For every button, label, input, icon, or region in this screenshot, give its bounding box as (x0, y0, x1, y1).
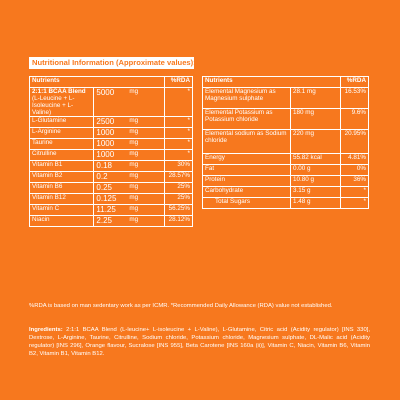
nutrient-rda: 16.53% (341, 88, 369, 109)
value-number: 1000 (96, 128, 115, 137)
table-row (30, 117, 193, 128)
table-row (203, 198, 369, 209)
nutrient-rda: 28.57% (165, 172, 193, 183)
nutrient-value (94, 183, 165, 194)
value-unit: mg (129, 194, 139, 201)
value-number: 2.25 (96, 216, 112, 225)
nutrient-name: Vitamin B1 (30, 161, 94, 172)
nutrient-name: Citrulline (30, 150, 94, 161)
nutrient-name: Elemental sodium as Sodium chloride (203, 130, 291, 154)
nutrient-rda: 28.12% (165, 216, 193, 227)
table-row (203, 176, 369, 187)
nutrient-name: Vitamin B6 (30, 183, 94, 194)
nutrient-name: Niacin (30, 216, 94, 227)
value-number: 0.2 (96, 172, 108, 181)
nutrition-table-right (202, 76, 369, 209)
value-number: 11.25 (96, 205, 116, 214)
nutrient-name: L-Glutamine (30, 117, 94, 128)
table-row (30, 150, 193, 161)
nutrient-name: Taurine (30, 139, 94, 150)
nutrient-value: 1.48 g (291, 198, 341, 209)
value-number: 2500 (96, 117, 115, 126)
nutrient-rda: * (165, 139, 193, 150)
nutrient-value (94, 205, 165, 216)
value-number: 5000 (96, 88, 115, 97)
nutrient-name: Energy (203, 154, 291, 165)
table-row (30, 205, 193, 216)
nutrient-value (94, 150, 165, 161)
table-row (30, 88, 193, 117)
nutrient-rda: * (341, 198, 369, 209)
nutrient-rda: 30% (165, 161, 193, 172)
nutrient-rda: 20.95% (341, 130, 369, 154)
nutrition-heading: Nutritional Information (Approximate values): (29, 57, 194, 69)
table-row (203, 130, 369, 154)
table-row (30, 139, 193, 150)
value-unit: mg (129, 216, 139, 223)
nutrient-name: Vitamin C (30, 205, 94, 216)
nutrient-value (94, 194, 165, 205)
ingredients-section (29, 326, 370, 358)
nutrient-value: 3.15 g (291, 187, 341, 198)
nutrient-value: 55.82 kcal (291, 154, 341, 165)
rda-footnote: %RDA is based on man sedentary work as per ICMR. *Recommended Daily Allowance (RDA) value not established. (29, 303, 333, 309)
table-header-row (30, 77, 193, 88)
value-unit: mg (129, 172, 139, 179)
nutrient-value: 180 mg (291, 109, 341, 130)
nutrient-value (94, 172, 165, 183)
nutrient-value (94, 128, 165, 139)
value-number: 0.125 (96, 194, 117, 203)
nutrient-value (94, 88, 165, 117)
value-number: 1000 (96, 139, 115, 148)
value-unit: mg (129, 183, 139, 190)
nutrient-name: Total Sugars (203, 198, 291, 209)
value-unit: mg (129, 128, 139, 135)
table-row (30, 161, 193, 172)
value-unit: mg (129, 161, 139, 168)
nutrient-name-sub: (L-Leucine + L-Isoleucine + L-Valine) (32, 95, 75, 116)
nutrition-table-left (29, 76, 193, 227)
nutrient-value (94, 117, 165, 128)
nutrient-value (94, 216, 165, 227)
nutrient-rda: 56.25% (165, 205, 193, 216)
value-unit: mg (129, 88, 139, 95)
nutrient-rda: 4.81% (341, 154, 369, 165)
nutrient-value: 220 mg (291, 130, 341, 154)
table-row (30, 128, 193, 139)
table-row (203, 187, 369, 198)
nutrient-value (94, 161, 165, 172)
value-number: 1000 (96, 150, 115, 159)
table-row (203, 109, 369, 130)
nutrient-name: Fat (203, 165, 291, 176)
nutrient-rda: * (165, 150, 193, 161)
value-unit: mg (129, 139, 139, 146)
nutrient-value (94, 139, 165, 150)
table-row (203, 154, 369, 165)
nutrient-value: 0.00 g (291, 165, 341, 176)
value-unit: mg (129, 150, 139, 157)
nutrient-name: Elemental Potassium as Potassium chloride (203, 109, 291, 130)
table-row (30, 216, 193, 227)
nutrient-rda: 25% (165, 194, 193, 205)
table-row (30, 183, 193, 194)
table-row (30, 194, 193, 205)
nutrient-rda: 9.6% (341, 109, 369, 130)
value-unit: mg (129, 117, 139, 124)
nutrient-name: L-Arginine (30, 128, 94, 139)
nutrient-name (30, 88, 94, 117)
header-rda: %RDA (165, 77, 193, 88)
nutrient-rda: * (165, 128, 193, 139)
table-row (203, 88, 369, 109)
table-row (30, 172, 193, 183)
table-header-row (203, 77, 369, 88)
nutrient-rda: * (341, 187, 369, 198)
nutrient-value: 10.80 g (291, 176, 341, 187)
table-row (203, 165, 369, 176)
value-number: 0.25 (96, 183, 112, 192)
nutrient-rda: * (165, 117, 193, 128)
nutrient-name: Vitamin B12 (30, 194, 94, 205)
nutrient-name: Carbohydrate (203, 187, 291, 198)
nutrient-name: Vitamin B2 (30, 172, 94, 183)
nutrient-name-main: 2:1:1 BCAA Blend (32, 88, 86, 95)
header-nutrients: Nutrients (203, 77, 341, 88)
nutrient-rda: * (165, 88, 193, 117)
nutrient-name: Elemental Magnesium as Magnesium sulphate (203, 88, 291, 109)
nutrient-rda: 25% (165, 183, 193, 194)
header-rda: %RDA (341, 77, 369, 88)
ingredients-label: Ingredients: (29, 327, 63, 333)
header-nutrients: Nutrients (30, 77, 165, 88)
value-number: 0.18 (96, 161, 112, 170)
value-unit: mg (129, 205, 139, 212)
nutrient-rda: 0% (341, 165, 369, 176)
nutrient-value: 28.1 mg (291, 88, 341, 109)
nutrient-name: Protein (203, 176, 291, 187)
nutrient-rda: 36% (341, 176, 369, 187)
ingredients-text: 2:1:1 BCAA Blend (L-leucine+ L-isoleucine + L-Valine), L-Glutamine, Citric acid (Acidity regulator) [INS 330], Dextrose, L-Arginine, Taurine, Citrulline, Sodium chloride, Potassium chloride, Magnesium sulphate, DL-Malic acid (Acidity regulator) [INS 296], Orange flavour, Sucralose [INS 955], Beta Carotene [INS 160a (ii)], Vitamin C, Niacin, Vitamin B6, Vitamin B2, Vitamin B1, Vitamin B12. (29, 327, 370, 357)
